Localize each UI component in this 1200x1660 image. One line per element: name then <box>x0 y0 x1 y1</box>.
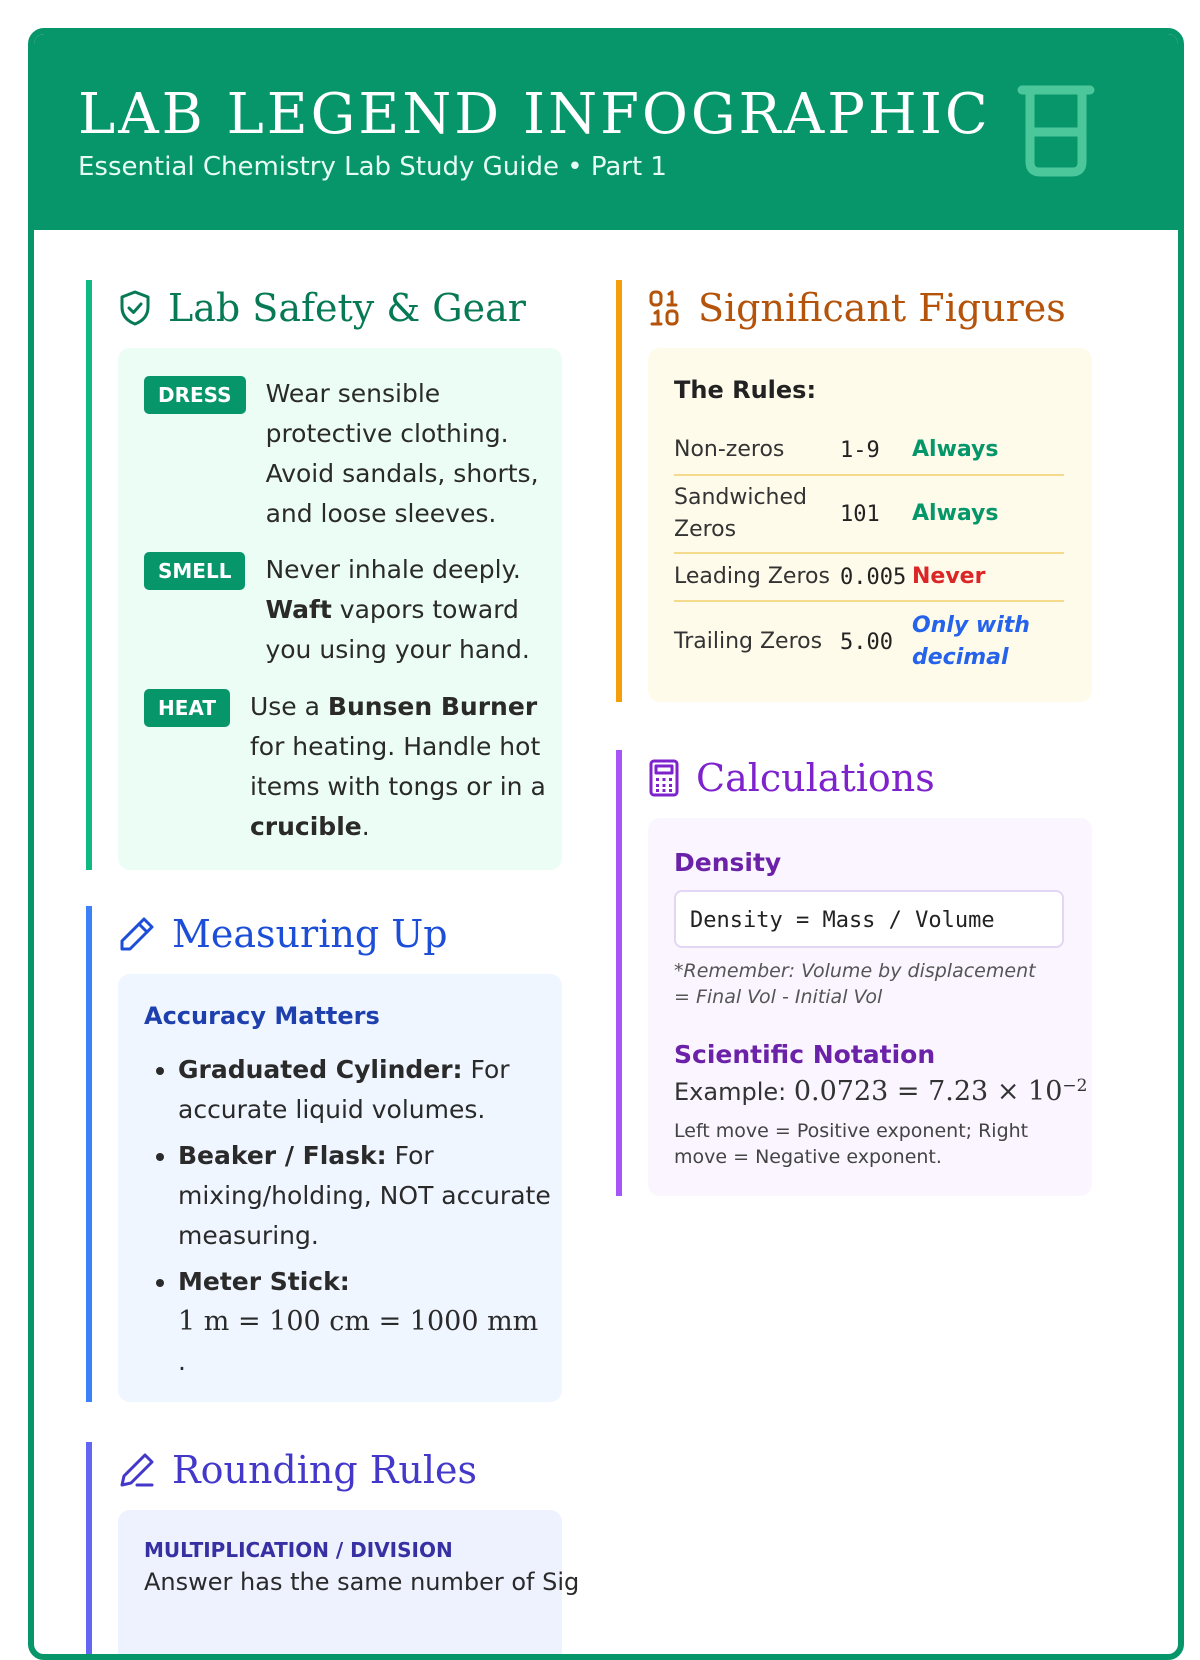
rule-result: Only with decimal <box>912 613 1030 670</box>
pen-icon <box>118 1451 156 1489</box>
density-formula: Density = Mass / Volume <box>674 890 1064 948</box>
safety-text: Use a Bunsen Burner for heating. Handle hot items with tongs or in a crucible. <box>249 692 546 841</box>
table-row <box>674 426 1064 476</box>
section-title: Measuring Up <box>172 912 448 956</box>
rule-name: Sandwiched Zeros <box>674 485 807 542</box>
measuring-section <box>86 906 566 1402</box>
move-note: Left move = Positive exponent; Right move = Negative exponent. <box>674 1120 1029 1168</box>
table-row <box>674 476 1064 554</box>
section-title: Lab Safety & Gear <box>168 286 526 330</box>
section-accent-bar <box>616 750 622 1196</box>
safety-item-smell <box>144 550 530 670</box>
sci-notation-heading: Scientific Notation <box>674 1040 936 1069</box>
section-header <box>648 750 935 806</box>
calculations-panel <box>648 818 1092 1196</box>
rounding-section <box>86 1442 580 1660</box>
tag-badge: SMELL <box>144 552 245 590</box>
sci-example: Example: $0.0723 = 7.23 \times 10^{-2}$ <box>674 1076 1088 1107</box>
section-title: Significant Figures <box>698 286 1066 330</box>
section-header <box>118 1442 477 1498</box>
infographic-card <box>28 28 1184 1660</box>
section-header <box>118 280 526 336</box>
rule-example: 1-9 <box>840 437 880 463</box>
rule-result: Always <box>912 437 999 462</box>
tag-badge: HEAT <box>144 689 230 727</box>
safety-section <box>86 280 566 870</box>
page-subtitle: Essential Chemistry Lab Study Guide • Part 1 <box>78 152 667 182</box>
rule-example: 0.005 <box>840 564 907 590</box>
safety-text: Wear sensible protective clothing. Avoid sandals, shorts, and loose sleeves. <box>265 379 539 528</box>
equipment-list <box>144 1050 578 1388</box>
section-header <box>118 906 448 962</box>
page-title: LAB LEGEND INFOGRAPHIC <box>78 82 991 147</box>
section-accent-bar <box>86 906 92 1402</box>
safety-panel <box>118 348 562 870</box>
calculator-icon <box>648 759 680 797</box>
remember-note: *Remember: Volume by displacement = Final Vol - Initial Vol <box>674 960 1036 1008</box>
section-accent-bar <box>86 280 92 870</box>
density-heading: Density <box>674 848 782 877</box>
sci-example-math: 0.0723 = 7.23 × 10 <box>793 1076 1063 1107</box>
safety-item-dress <box>144 374 539 534</box>
calculations-section <box>616 750 1096 1196</box>
beaker-icon <box>1016 82 1096 178</box>
measuring-panel <box>118 974 562 1402</box>
rounding-panel <box>118 1510 580 1660</box>
rule-example: 5.00 <box>840 629 893 655</box>
section-accent-bar <box>616 280 622 702</box>
rules-heading: The Rules: <box>674 376 817 404</box>
rule-example: 101 <box>840 501 880 527</box>
rule-result: Never <box>912 564 986 589</box>
section-header <box>648 280 1066 336</box>
rule-result: Always <box>912 501 999 526</box>
header <box>34 34 1178 230</box>
section-title: Calculations <box>696 756 935 800</box>
rule-name: Trailing Zeros <box>674 629 823 654</box>
table-row <box>674 554 1064 602</box>
binary-icon <box>648 289 682 327</box>
pencil-icon <box>118 915 156 953</box>
panel-heading: MULTIPLICATION / DIVISION <box>144 1538 453 1562</box>
section-accent-bar <box>86 1442 92 1660</box>
safety-item-heat <box>144 687 546 847</box>
rounding-text: Answer has the same number of Sig <box>144 1568 580 1596</box>
sigfigs-panel <box>648 348 1092 702</box>
conversion-math: 1 m = 100 cm = 1000 mm <box>178 1306 539 1337</box>
table-row <box>674 602 1064 682</box>
rule-name: Leading Zeros <box>674 564 830 589</box>
safety-text: Never inhale deeply. Waft vapors toward you using your hand. <box>265 555 530 664</box>
panel-heading: Accuracy Matters <box>144 1002 380 1030</box>
list-item: • Graduated Cylinder: For accurate liquid volumes. <box>178 1050 578 1130</box>
rule-name: Non-zeros <box>674 437 785 462</box>
section-title: Rounding Rules <box>172 1448 478 1492</box>
shield-icon <box>118 289 152 327</box>
tag-badge: DRESS <box>144 376 246 414</box>
list-item: • Beaker / Flask: For mixing/holding, NOT accurate measuring. <box>178 1136 578 1256</box>
list-item: • Meter Stick: 1 m = 100 cm = 1000 mm . <box>178 1262 578 1382</box>
sigfigs-section <box>616 280 1096 702</box>
